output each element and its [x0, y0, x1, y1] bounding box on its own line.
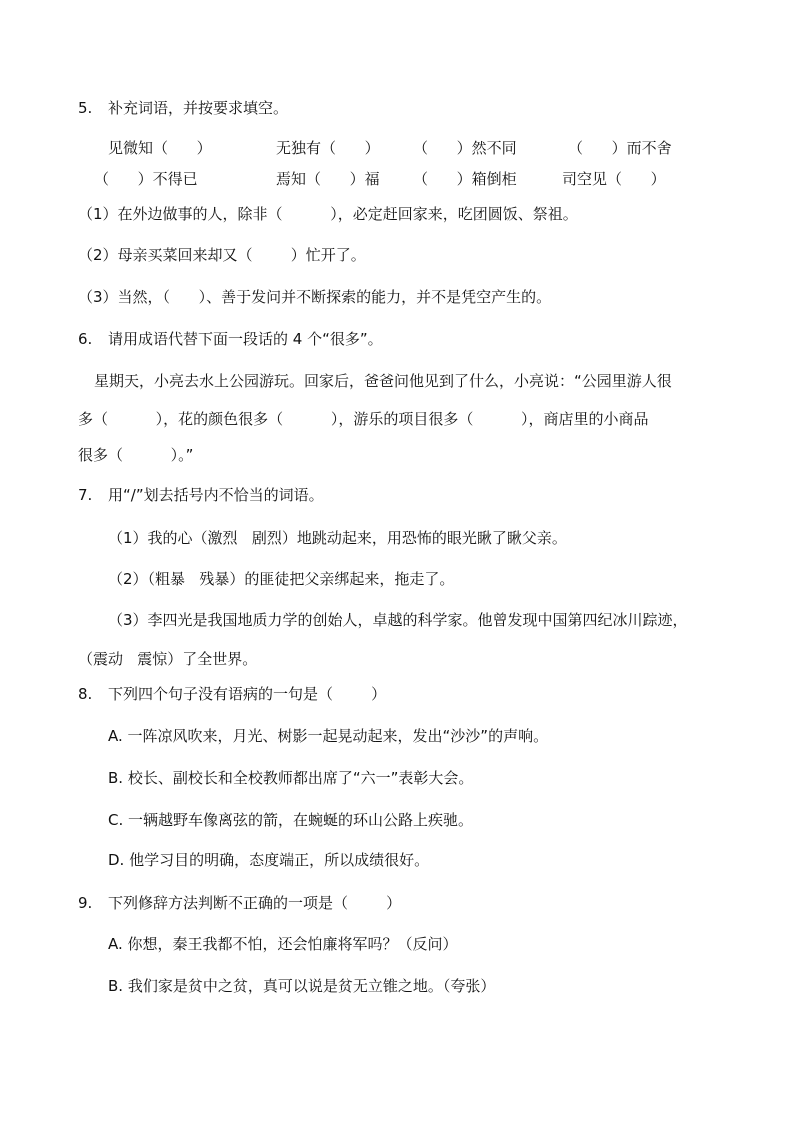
idiom-blank: 见微知（ ） [108, 139, 212, 157]
idiom-blank: （ ）然不同 [413, 139, 517, 157]
passage-line: 多（ ），花的颜色很多（ ），游乐的项目很多（ ），商店里的小商品 [78, 410, 649, 428]
option-a: A. 一阵凉风吹来，月光、树影一起晃动起来，发出“沙沙”的声响。 [108, 727, 549, 745]
choice-sentence: （震动 震惊）了全世界。 [78, 650, 258, 668]
idiom-blank: （ ）箱倒柜 [413, 170, 517, 188]
passage-line: 很多（ ）。” [78, 446, 194, 464]
choice-sentence: （2）（粗暴 残暴）的匪徒把父亲绑起来，拖走了。 [108, 570, 455, 588]
idiom-blank: （ ）不得已 [94, 170, 198, 188]
idiom-blank: 司空见（ ） [562, 170, 666, 188]
fill-sentence: （3）当然，（ ）、善于发问并不断探索的能力，并不是凭空产生的。 [78, 288, 552, 306]
question-prompt: 下列修辞方法判断不正确的一项是（ ） [108, 894, 402, 912]
passage-line: 星期天，小亮去水上公园游玩。回家后，爸爸问他见到了什么，小亮说：“公园里游人很 [94, 372, 672, 390]
question-number: 8. [78, 685, 93, 703]
question-prompt: 补充词语，并按要求填空。 [108, 99, 289, 117]
idiom-blank: 无独有（ ） [276, 139, 380, 157]
question-number: 9. [78, 894, 93, 912]
option-b: B. 我们家是贫中之贫，真可以说是贫无立锥之地。（夸张） [108, 977, 496, 995]
idiom-blank: 焉知（ ）福 [276, 170, 380, 188]
question-number: 5. [78, 99, 93, 117]
idiom-blank: （ ）而不舍 [568, 139, 672, 157]
question-prompt: 请用成语代替下面一段话的 4 个“很多”。 [108, 330, 383, 348]
fill-sentence: （1）在外边做事的人，除非（ ），必定赶回家来，吃团圆饭、祭祖。 [78, 205, 578, 223]
choice-sentence: （1）我的心（激烈 剧烈）地跳动起来，用恐怖的眼光瞅了瞅父亲。 [108, 529, 567, 547]
option-d: D. 他学习目的明确，态度端正，所以成绩很好。 [108, 851, 430, 869]
option-a: A. 你想，秦王我都不怕，还会怕廉将军吗？（反问） [108, 935, 458, 953]
question-number: 6. [78, 330, 93, 348]
question-prompt: 下列四个句子没有语病的一句是（ ） [108, 685, 387, 703]
question-number: 7. [78, 486, 93, 504]
choice-sentence: （3）李四光是我国地质力学的创始人，卓越的科学家。他曾发现中国第四纪冰川踪迹， [108, 611, 688, 629]
option-c: C. 一辆越野车像离弦的箭，在蜿蜒的环山公路上疾驰。 [108, 811, 474, 829]
question-prompt: 用“/”划去括号内不恰当的词语。 [108, 486, 324, 504]
option-b: B. 校长、副校长和全校教师都出席了“六一”表彰大会。 [108, 769, 474, 787]
fill-sentence: （2）母亲买菜回来却又（ ）忙开了。 [78, 246, 366, 264]
